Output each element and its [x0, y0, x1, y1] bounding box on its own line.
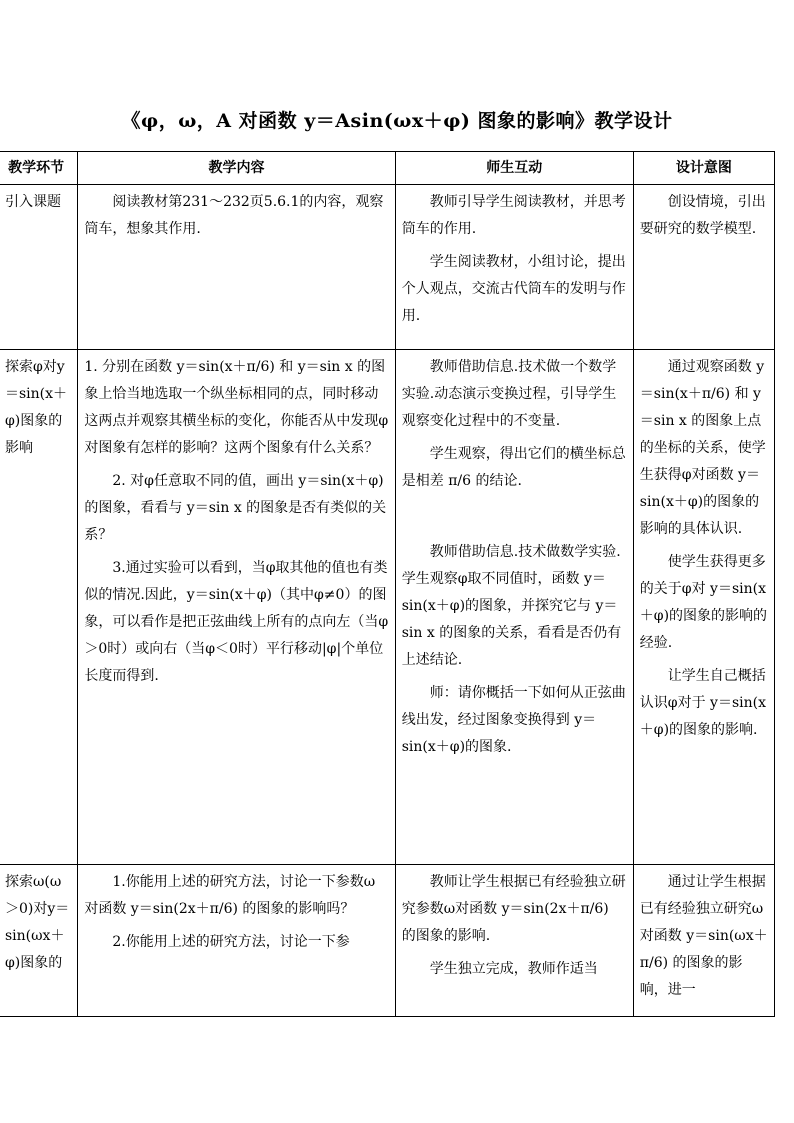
stage-cell: 探索φ对y＝sin(x＋φ)图象的影响: [0, 350, 78, 865]
table-row: [0, 350, 775, 865]
header-content: 教学内容: [78, 152, 395, 185]
interaction-cell: [395, 865, 633, 1017]
content-cell: [78, 185, 395, 350]
content-cell: [78, 865, 395, 1017]
stage-cell: 探索ω(ω＞0)对y＝sin(ωx＋φ)图象的: [0, 865, 78, 1017]
intent-paragraph: 让学生自己概括认识φ对于 y＝sin(x＋φ)的图象的影响.: [639, 668, 766, 738]
intent-paragraph: 通过观察函数 y＝sin(x＋π/6) 和 y＝sin x 的图象上点的坐标的关系，使学生获得φ对函数 y＝sin(x＋φ)的图象的影响的具体认识.: [639, 359, 766, 537]
intent-cell: [633, 185, 774, 350]
interaction-paragraph: 教师借助信息.技术做一个数学实验.动态演示变换过程，引导学生观察变化过程中的不变量.: [401, 359, 617, 429]
intent-cell: [633, 865, 774, 1017]
interaction-paragraph: 教师借助信息.技术做数学实验.学生观察φ取不同值时，函数 y＝sin(x＋φ)的图象，并探究它与 y＝sin x 的图象的关系，看看是否仍有上述结论.: [401, 544, 622, 668]
content-paragraph: 阅读教材第231～232页5.6.1的内容，观察筒车，想象其作用.: [84, 194, 384, 237]
page-title: 《φ，ω，A 对函数 y＝Asin(ωx＋φ) 图象的影响》教学设计: [121, 110, 673, 132]
table-row: [0, 185, 775, 350]
intent-cell: [633, 350, 774, 865]
interaction-paragraph: 师：请你概括一下如何从正弦曲线出发，经过图象变换得到 y＝sin(x＋φ)的图象.: [401, 685, 626, 755]
content-paragraph: 1.你能用上述的研究方法，讨论一下参数ω对函数 y＝sin(2x＋π/6) 的图象的影响吗？: [84, 874, 376, 917]
interaction-cell: [395, 350, 633, 865]
interaction-paragraph: 学生独立完成，教师作适当: [429, 961, 598, 977]
table-row: [0, 865, 775, 1017]
content-paragraph: 2.你能用上述的研究方法，讨论一下参: [112, 934, 350, 950]
intent-paragraph: 使学生获得更多的关于φ对 y＝sin(x＋φ)的图象的影响的经验.: [639, 554, 768, 651]
interaction-paragraph: 教师让学生根据已有经验独立研究参数ω对函数 y＝sin(2x＋π/6) 的图象的影响.: [401, 874, 626, 944]
stage-cell: 引入课题: [0, 185, 78, 350]
intent-paragraph: 通过让学生根据已有经验独立研究ω对函数 y＝sin(ωx＋π/6) 的图象的影响，进一: [639, 874, 768, 998]
intent-paragraph: 创设情境，引出要研究的数学模型.: [639, 194, 766, 237]
interaction-paragraph: 学生观察，得出它们的横坐标总是相差 π/6 的结论.: [401, 446, 626, 489]
header-stage: 教学环节: [0, 152, 78, 185]
content-cell: [78, 350, 395, 865]
table-header-row: [0, 152, 775, 185]
lesson-table: [0, 151, 775, 1017]
header-intent: 设计意图: [633, 152, 774, 185]
header-interaction: 师生互动: [395, 152, 633, 185]
content-paragraph: 3.通过实验可以看到，当φ取其他的值也有类似的情况.因此，y＝sin(x＋φ)（其中φ≠0）的图象，可以看作是把正弦曲线上所有的点向左（当φ＞0时）或向右（当φ＜0时）平行移动|φ|个单位长度而得到.: [84, 560, 389, 684]
content-paragraph: 2. 对φ任意取不同的值，画出 y＝sin(x＋φ)的图象，看看与 y＝sin x 的图象是否有类似的关系？: [84, 473, 387, 543]
interaction-cell: [395, 185, 633, 350]
content-paragraph: 1. 分别在函数 y＝sin(x＋π/6) 和 y＝sin x 的图象上恰当地选取一个纵坐标相同的点，同时移动这两点并观察其横坐标的变化，你能否从中发现φ对图象有怎样的影响？这两个图象有什么关系？: [84, 359, 389, 456]
interaction-paragraph: 学生阅读教材，小组讨论，提出个人观点，交流古代筒车的发明与作用.: [401, 254, 626, 324]
interaction-paragraph: 教师引导学生阅读教材，并思考筒车的作用.: [401, 194, 626, 237]
